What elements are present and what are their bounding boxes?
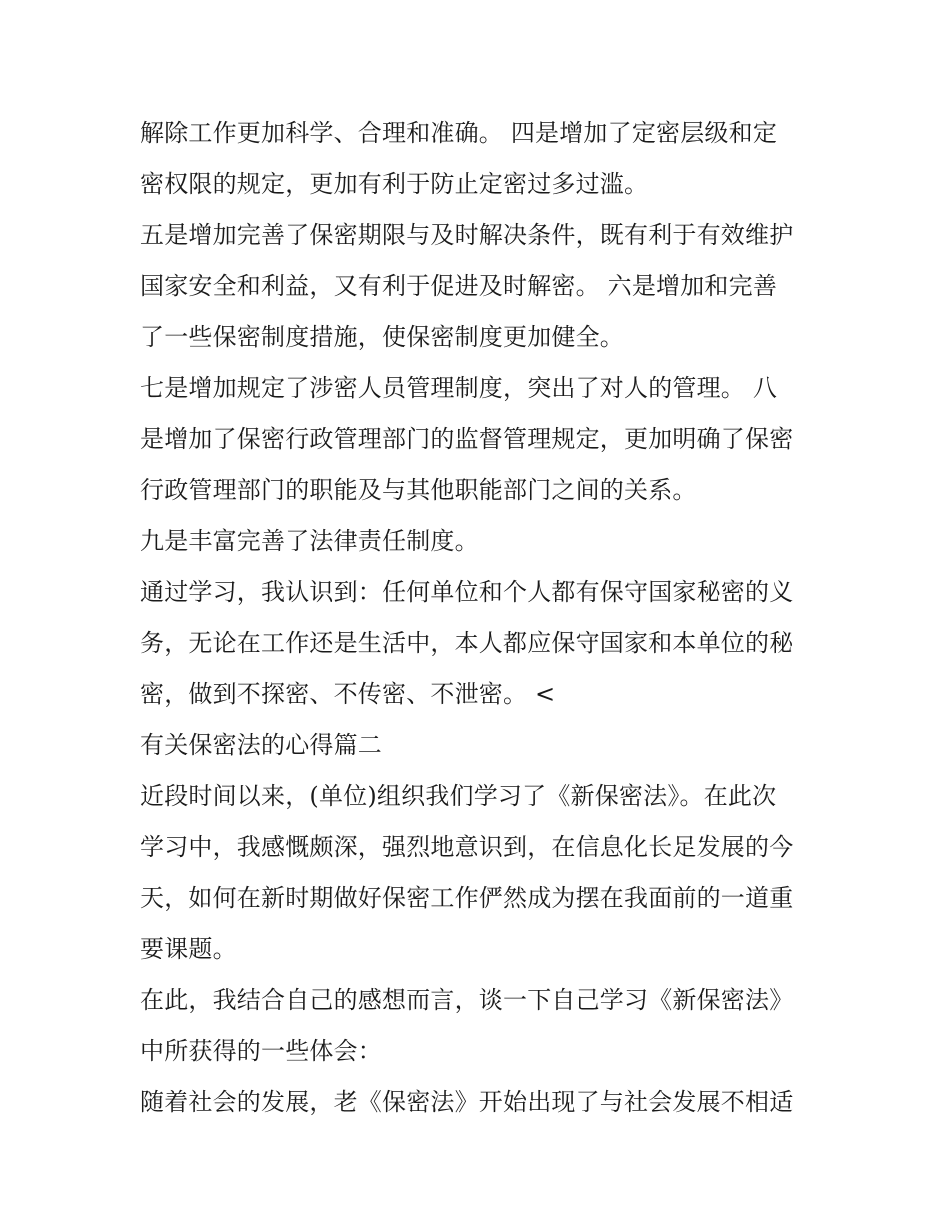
text-line: 近段时间以来，(单位)组织我们学习了《新保密法》。在此次 (140, 782, 777, 810)
text-line: 密权限的规定，更加有利于防止定密过多过滥。 (140, 170, 649, 198)
text-line: 随着社会的发展，老《保密法》开始出现了与社会发展不相适 (140, 1088, 794, 1116)
text-line: 务，无论在工作还是生活中，本人都应保守国家和本单位的秘 (140, 629, 794, 657)
text-line: 在此，我结合自己的感想而言，谈一下自己学习《新保密法》 (140, 986, 794, 1014)
text-line: 天，如何在新时期做好保密工作俨然成为摆在我面前的一道重 (140, 884, 794, 912)
text-line: 解除工作更加科学、合理和准确。 四是增加了定密层级和定 (140, 119, 778, 147)
text-line: 要课题。 (140, 935, 237, 963)
text-line: 通过学习，我认识到：任何单位和个人都有保守国家秘密的义 (140, 578, 794, 606)
text-line: 九是丰富完善了法律责任制度。 (140, 527, 479, 555)
text-line: 行政管理部门的职能及与其他职能部门之间的关系。 (140, 476, 697, 504)
text-line: 是增加了保密行政管理部门的监督管理规定，更加明确了保密 (140, 425, 794, 453)
text-line: 七是增加规定了涉密人员管理制度，突出了对人的管理。 八 (140, 374, 778, 402)
text-line: 五是增加完善了保密期限与及时解决条件，既有利于有效维护 (140, 221, 794, 249)
document-body (140, 108, 820, 1128)
text-line: 密，做到不探密、不传密、不泄密。 < (140, 680, 556, 708)
text-line: 国家安全和利益，又有利于促进及时解密。 六是增加和完善 (140, 272, 778, 300)
text-line: 了一些保密制度措施，使保密制度更加健全。 (140, 323, 624, 351)
text-line: 中所获得的一些体会： (140, 1037, 382, 1065)
section-heading: 有关保密法的心得篇二 (140, 731, 382, 759)
text-line: 学习中，我感慨颇深，强烈地意识到，在信息化长足发展的今 (140, 833, 794, 861)
